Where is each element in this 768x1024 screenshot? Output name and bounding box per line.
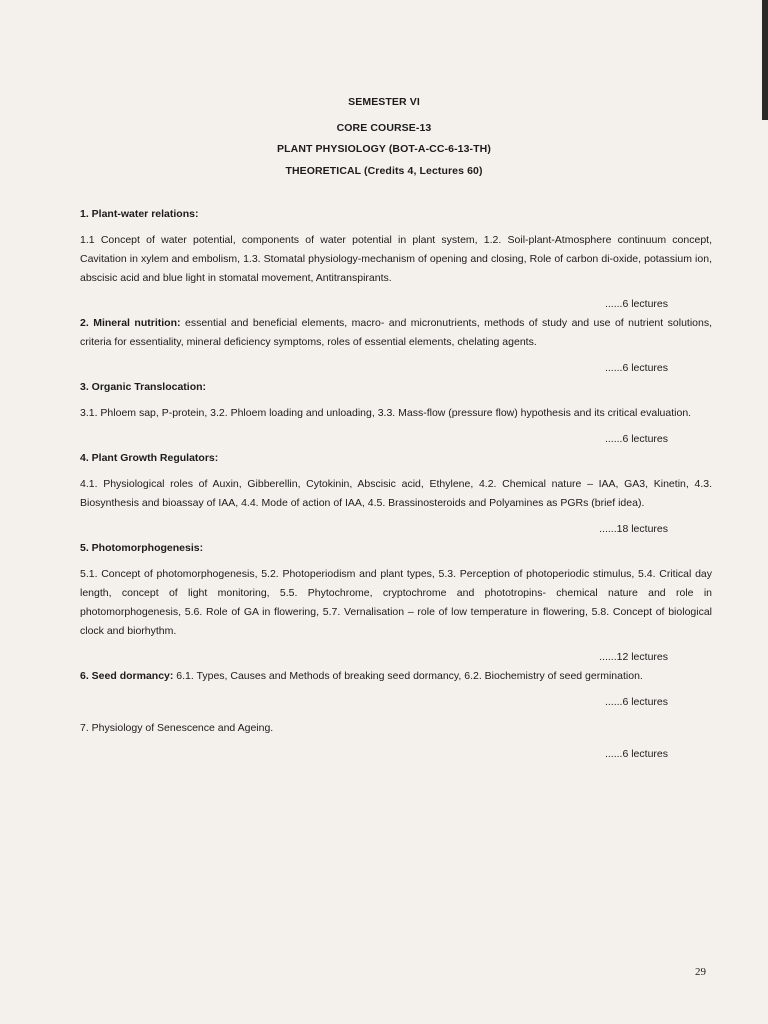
section-title: 2. Mineral nutrition:	[80, 317, 181, 329]
section-body: 4.1. Physiological roles of Auxin, Gibberellin, Cytokinin, Abscisic acid, Ethylene, 4.2. Chemical nature – IAA, GA3, Kinetin, 4.3. Biosynthesis and bioassay of IAA, 4.4. Mode of action of IAA, 4.5. Brassinosteroids and Polyamines as PGRs (brief idea).	[80, 478, 712, 509]
lecture-count: ......6 lectures	[604, 433, 668, 445]
credits-heading: THEORETICAL (Credits 4, Lectures 60)	[285, 165, 483, 177]
syllabus-content	[80, 205, 712, 764]
section-mineral-nutrition	[80, 314, 712, 378]
section-title: 7. Physiology of Senescence and Ageing.	[80, 722, 274, 734]
lecture-count: ......6 lectures	[604, 748, 668, 760]
section-body	[80, 667, 712, 686]
section-text: 6.1. Types, Causes and Methods of breaking seed dormancy, 6.2. Biochemistry of seed germination.	[173, 670, 643, 682]
course-title: PLANT PHYSIOLOGY (BOT-A-CC-6-13-TH)	[277, 143, 491, 155]
section-body: 5.1. Concept of photomorphogenesis, 5.2. Photoperiodism and plant types, 5.3. Perception of photoperiodic stimulus, 5.4. Critical day length, concept of light monitoring, 5.5. Phytochrome, cryptochrome and phototropins- chemical nature and role in photomorphogenesis, 5.6. Role of GA in flowering, 5.7. Vernalisation – role of low temperature in flowering, 5.8. Concept of biological clock and biorhythm.	[80, 568, 712, 637]
semester-heading: SEMESTER VI	[348, 96, 420, 108]
page-number: 29	[695, 966, 706, 978]
section-senescence-ageing	[80, 719, 712, 764]
section-title: 5. Photomorphogenesis:	[80, 542, 204, 554]
lecture-count: ......12 lectures	[599, 651, 668, 663]
section-title: 1. Plant-water relations:	[80, 208, 199, 220]
section-text: essential and beneficial elements, macro- and micronutrients, methods of study and use of nutrient solutions, criteria for essentiality, mineral deficiency symptoms, roles of essential elements, chelating agents.	[80, 317, 713, 348]
section-title: 4. Plant Growth Regulators:	[80, 452, 219, 464]
section-body	[80, 314, 712, 352]
section-seed-dormancy	[80, 667, 712, 719]
lecture-count: ......18 lectures	[599, 523, 668, 535]
section-body: 3.1. Phloem sap, P-protein, 3.2. Phloem loading and unloading, 3.3. Mass-flow (pressure flow) hypothesis and its critical evaluation.	[80, 407, 692, 419]
lecture-count: ......6 lectures	[604, 696, 668, 708]
section-body: 1.1 Concept of water potential, components of water potential in plant system, 1.2. Soil-plant-Atmosphere continuum concept, Cavitation in xylem and embolism, 1.3. Stomatal physiology-mechanism of opening and closing, Role of carbon di-oxide, potassium ion, abscisic acid and blue light in stomatal movement, Antitranspirants.	[80, 234, 712, 284]
lecture-count: ......6 lectures	[604, 298, 668, 310]
section-plant-growth-regulators	[80, 449, 712, 539]
course-heading: CORE COURSE-13	[336, 122, 432, 134]
section-title: 6. Seed dormancy:	[80, 670, 174, 682]
section-title: 3. Organic Translocation:	[80, 381, 207, 393]
section-photomorphogenesis	[80, 539, 712, 667]
section-plant-water-relations	[80, 205, 712, 314]
lecture-count: ......6 lectures	[604, 362, 668, 374]
section-organic-translocation	[80, 378, 712, 449]
